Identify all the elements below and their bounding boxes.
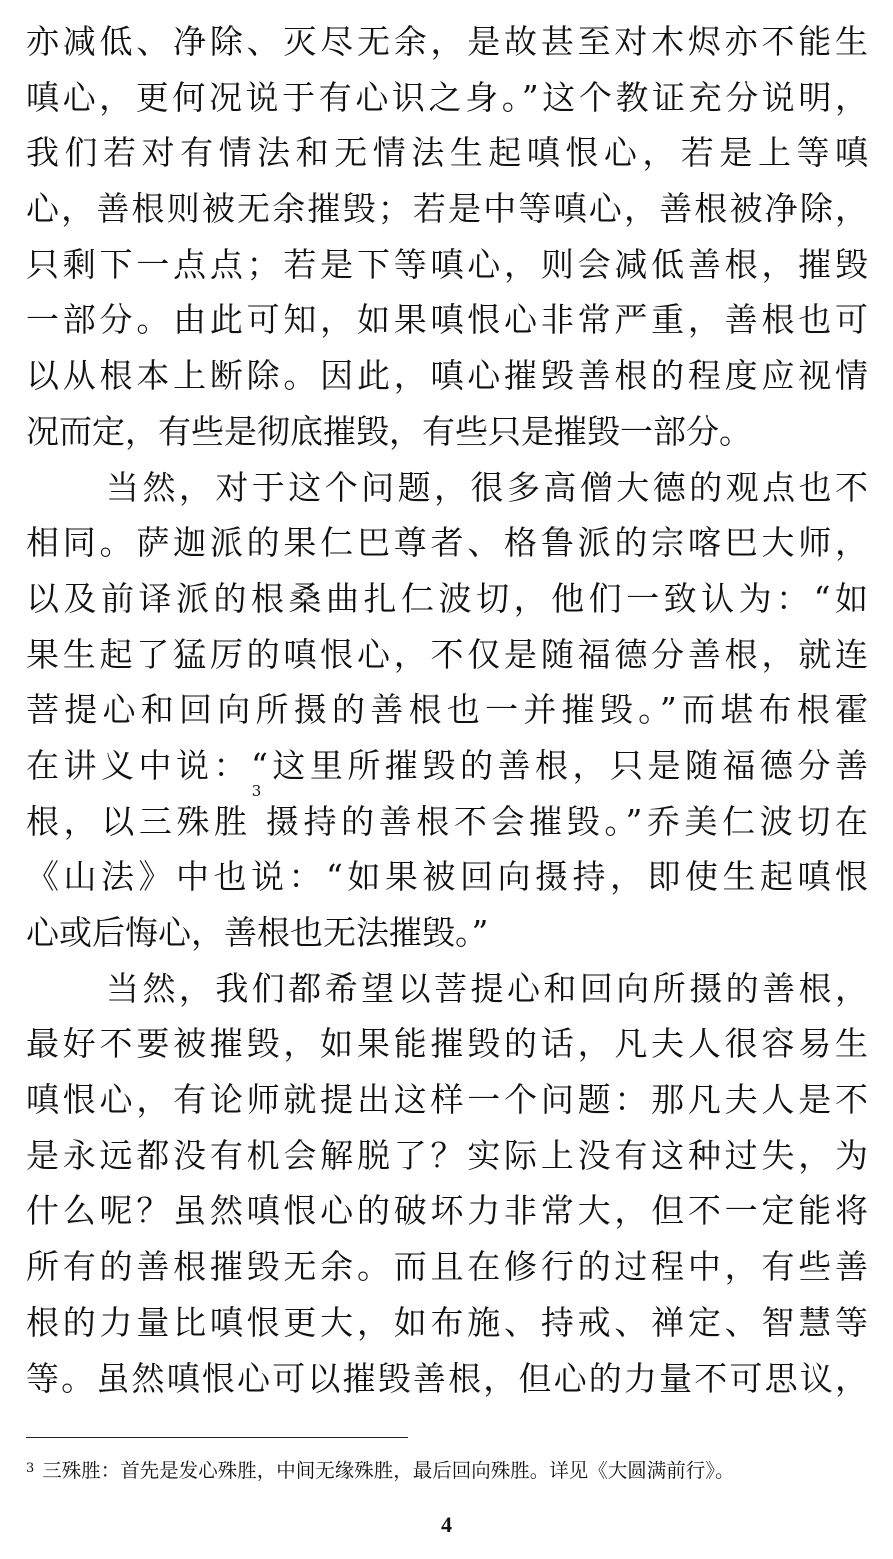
footnote-mark: 3 xyxy=(26,1461,35,1476)
text-line: 所有的善根摧毁无余。而且在修行的过程中，有些善 xyxy=(26,1247,868,1287)
text-line: 一部分。由此可知，如果嗔恨心非常严重，善根也可 xyxy=(26,300,868,340)
text-line: 我们若对有情法和无情法生起嗔恨心，若是上等嗔 xyxy=(26,133,868,173)
page-number: 4 xyxy=(441,1512,452,1537)
text-line: 菩提心和回向所摄的善根也一并摧毁。”而堪布根霍 xyxy=(26,690,868,730)
text-segment: 根，以三殊胜 xyxy=(26,801,252,841)
text-line: 什么呢？虽然嗔恨心的破坏力非常大，但不一定能将 xyxy=(26,1191,868,1231)
text-line: 嗔恨心，有论师就提出这样一个问题：那凡夫人是不 xyxy=(26,1080,868,1120)
text-segment: 摄持的善根不会摧毁。”乔美仁波切在 xyxy=(261,801,869,841)
text-line: 当然，我们都希望以菩提心和回向所摄的善根， xyxy=(106,968,868,1008)
text-line: 亦减低、净除、灭尽无余，是故甚至对木烬亦不能生 xyxy=(26,22,868,61)
text-line: 是永远都没有机会解脱了？实际上没有这种过失，为 xyxy=(26,1135,868,1175)
footnote-reference[interactable]: 3 xyxy=(251,781,262,800)
text-line: 心或后悔心，善根也无法摧毁。” xyxy=(26,913,489,952)
text-line: 果生起了猛厉的嗔恨心，不仅是随福德分善根，就连 xyxy=(26,634,868,674)
text-line: 等。虽然嗔恨心可以摧毁善根，但心的力量不可思议， xyxy=(26,1358,868,1398)
text-line xyxy=(26,781,869,850)
text-line: 在讲义中说：“这里所摧毁的善根，只是随福德分善 xyxy=(26,745,868,785)
footnote-divider xyxy=(26,1437,408,1438)
text-line: 以从根本上断除。因此，嗔心摧毁善根的程度应视情 xyxy=(26,356,868,396)
text-line: 只剩下一点点；若是下等嗔心，则会减低善根，摧毁 xyxy=(26,244,868,284)
text-line: 嗔心，更何况说于有心识之身。”这个教证充分说明， xyxy=(26,77,868,117)
body-text xyxy=(26,14,868,1406)
text-line: 当然，对于这个问题，很多高僧大德的观点也不 xyxy=(106,467,868,507)
text-line: 心，善根则被无余摧毁；若是中等嗔心，善根被净除， xyxy=(26,189,868,229)
footnote xyxy=(26,1456,876,1486)
text-line: 况而定，有些是彻底摧毁，有些只是摧毁一部分。 xyxy=(26,411,752,451)
text-line: 根的力量比嗔恨更大，如布施、持戒、禅定、智慧等 xyxy=(26,1302,868,1342)
text-line: 《山法》中也说：“如果被回向摄持，即使生起嗔恨 xyxy=(26,857,868,897)
text-line: 以及前译派的根桑曲扎仁波切，他们一致认为：“如 xyxy=(26,578,868,618)
text-line: 相同。萨迦派的果仁巴尊者、格鲁派的宗喀巴大师， xyxy=(26,523,868,563)
footnote-text: 三殊胜：首先是发心殊胜，中间无缘殊胜，最后回向殊胜。详见《大圆满前行》。 xyxy=(42,1459,735,1482)
text-line: 最好不要被摧毁，如果能摧毁的话，凡夫人很容易生 xyxy=(26,1024,868,1064)
